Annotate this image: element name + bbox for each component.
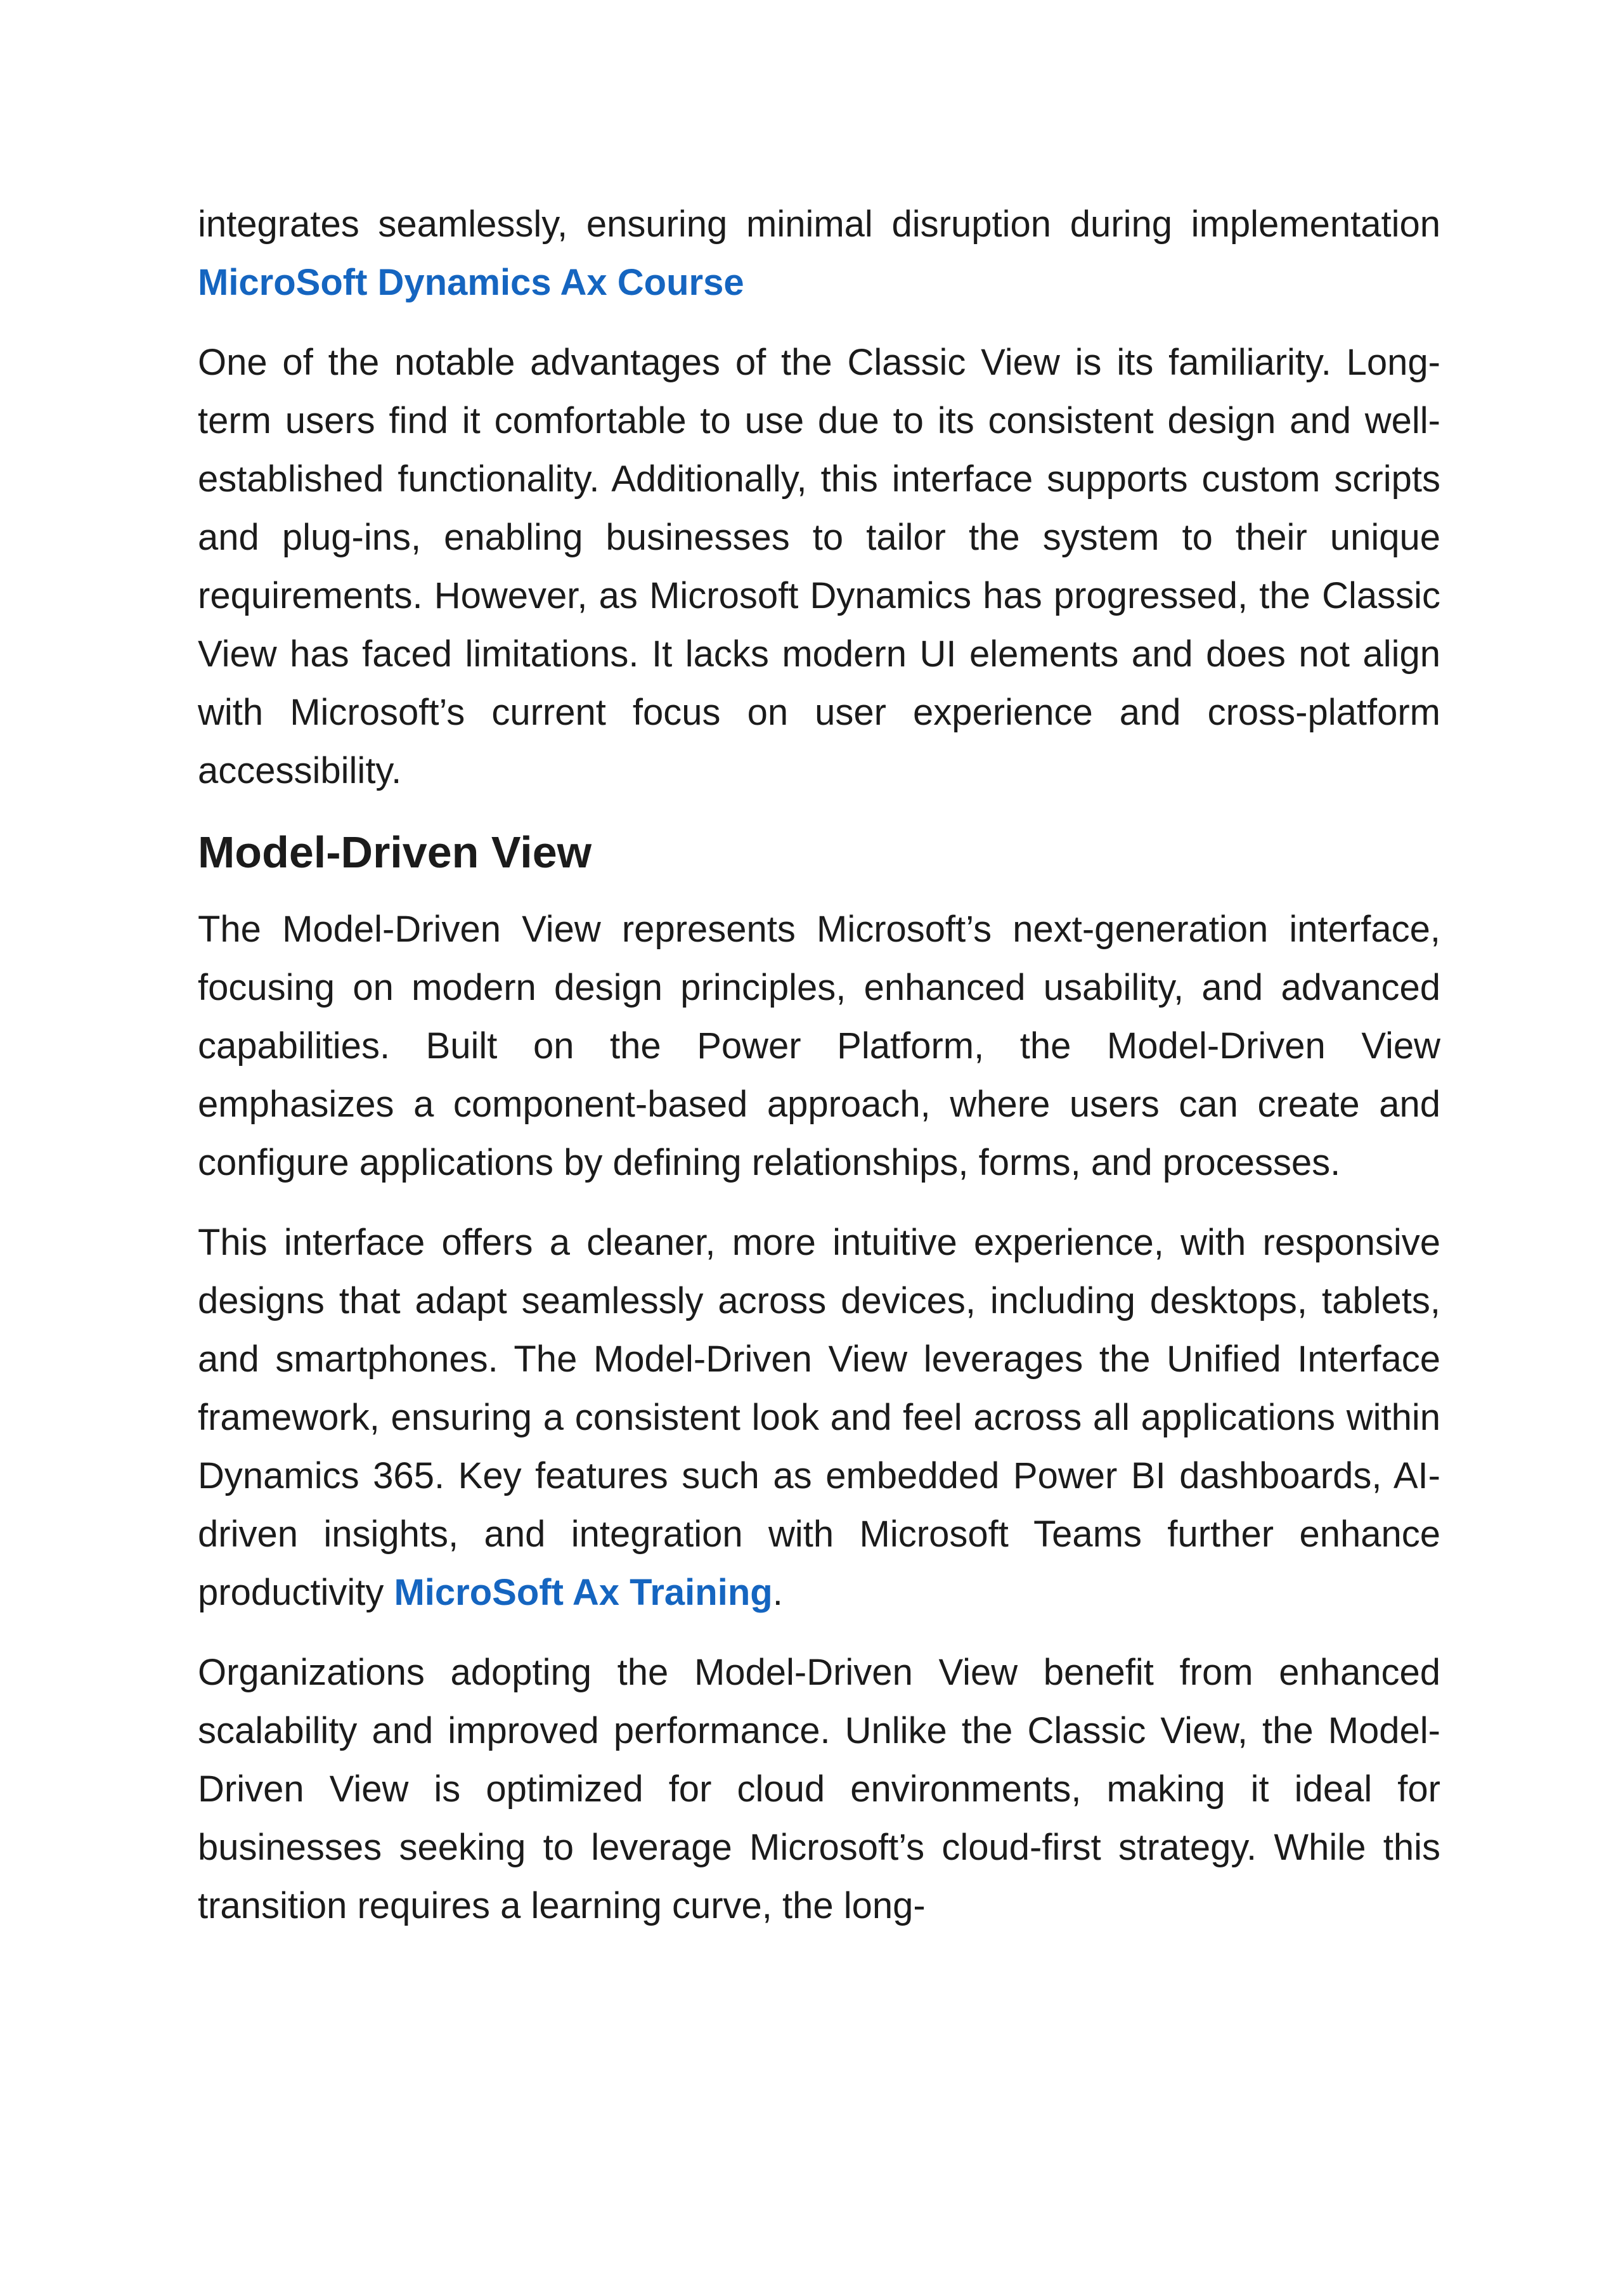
paragraph-model-driven-text: The Model-Driven View represents Microsoft’s next-generation interface, focusing on modern design principles, enhanced usability, and advanced capabilities. Built on the Power Platform, the Model-Driven View emphasizes a component-based approach, where users can create and configure applications by defining relationships, forms, and processes. [198,909,1440,1183]
paragraph-classic-view [198,334,1440,800]
paragraph-interface-text: This interface offers a cleaner, more intuitive experience, with responsive designs that adapt seamlessly across devices, including desktops, tablets, and smartphones. The Model-Driven View leverages the Unified Interface framework, ensuring a consistent look and feel across all applications within Dynamics 365. Key features such as embedded Power BI dashboards, AI-driven insights, and integration with Microsoft Teams further enhance productivity [198,1222,1440,1613]
section-heading: Model-Driven View [198,827,592,877]
paragraph-organizations-text: Organizations adopting the Model-Driven View benefit from enhanced scalability and improved performance. Unlike the Classic View, the Model-Driven View is optimized for cloud environments, making it ideal for businesses seeking to leverage Microsoft’s cloud-first strategy. While this transition requires a learning curve, the long- [198,1652,1440,1926]
dynamics-ax-course-link[interactable]: MicroSoft Dynamics Ax Course [198,262,744,303]
paragraph-organizations [198,1644,1440,1935]
paragraph-intro [198,195,1440,312]
paragraph-interface [198,1214,1440,1622]
ax-training-link[interactable]: MicroSoft Ax Training [394,1572,773,1613]
paragraph-model-driven [198,900,1440,1192]
paragraph-classic-view-text: One of the notable advantages of the Classic View is its familiarity. Long-term users find it comfortable to use due to its consistent design and well-established functionality. Additionally, this interface supports custom scripts and plug-ins, enabling businesses to tailor the system to their unique requirements. However, as Microsoft Dynamics has progressed, the Classic View has faced limitations. It lacks modern UI elements and does not align with Microsoft’s current focus on user experience and cross-platform accessibility. [198,342,1440,791]
paragraph-interface-end: . [772,1572,783,1613]
paragraph-intro-text: integrates seamlessly, ensuring minimal disruption during implementation [198,204,1440,245]
document-page [198,195,1440,1957]
